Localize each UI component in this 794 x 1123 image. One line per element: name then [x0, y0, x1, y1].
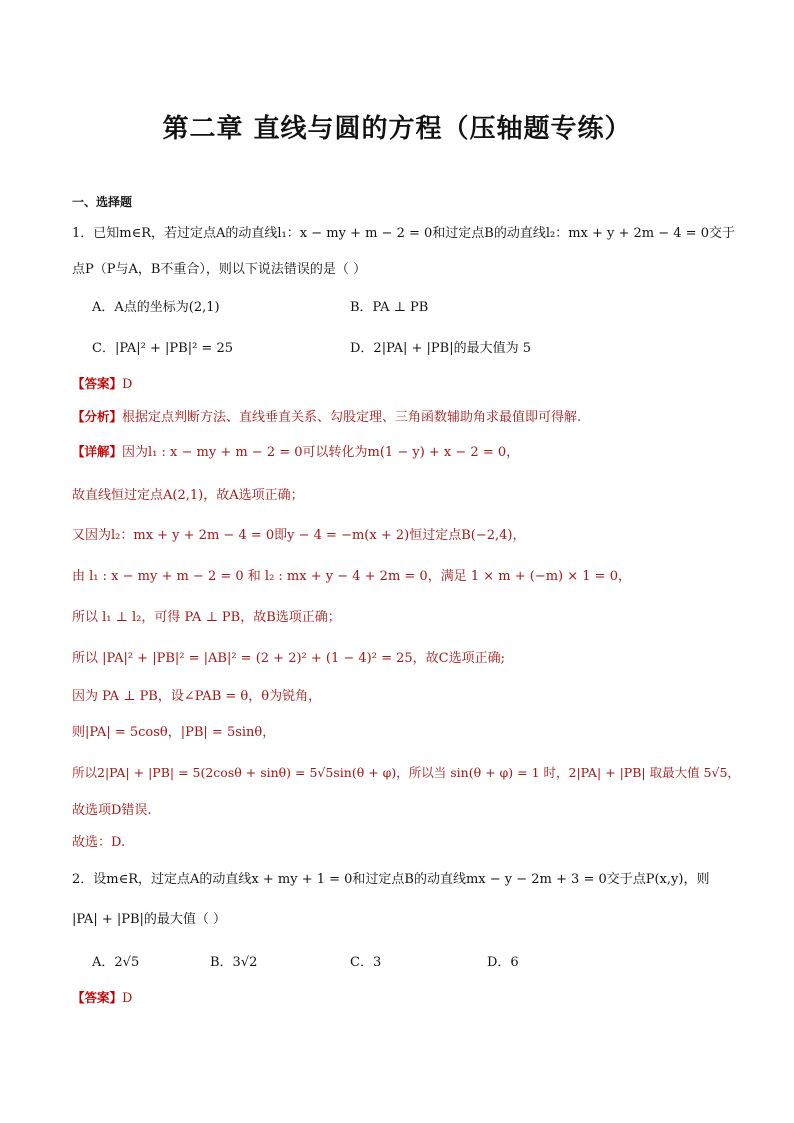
- q1-detail-line-2: 又因为l₂：mx + y + 2m − 4 = 0即y − 4 = −m(x + 2)恒过定点B(−2,4)，: [72, 528, 526, 543]
- answer-value: D: [122, 991, 133, 1006]
- q2-answer: [72, 988, 132, 1006]
- q1-option-a: A．A点的坐标为(2,1): [92, 300, 220, 315]
- q2-stem-line1: 2．设m∈R，过定点A的动直线x + my + 1 = 0和过定点B的动直线mx − y − 2m + 3 = 0交于点P(x,y)，则: [72, 872, 710, 887]
- q1-answer: [72, 374, 132, 392]
- q1-option-d: D．2|PA| + |PB|的最大值为 5: [350, 341, 532, 356]
- detail-tag: 【详解】: [72, 444, 123, 459]
- q1-option-c: C．|PA|² + |PB|² = 25: [92, 341, 233, 356]
- q1-detail-line-5: 所以 |PA|² + |PB|² = |AB|² = (2 + 2)² + (1 − 4)² = 25，故C选项正确;: [72, 651, 505, 666]
- q1-detail-line-9: 故选项D错误.: [72, 803, 152, 818]
- q1-detail-line-3: 由 l₁ : x − my + m − 2 = 0 和 l₂ : mx + y − 4 + 2m = 0，满足 1 × m + (−m) × 1 = 0，: [72, 569, 631, 584]
- q1-detail-line-6: 因为 PA ⊥ PB，设∠PAB = θ，θ为锐角，: [72, 689, 322, 704]
- q2-option-d: D．6: [487, 955, 519, 970]
- q1-detail-line-4: 所以 l₁ ⊥ l₂，可得 PA ⊥ PB，故B选项正确；: [72, 610, 341, 625]
- q1-detail-line-8: 所以2|PA| + |PB| = 5(2cosθ + sinθ) = 5√5sin(θ + φ)，所以当 sin(θ + φ) = 1 时，2|PA| + |PB| 取最大值 5√5，: [72, 765, 740, 780]
- answer-tag: 【答案】: [72, 990, 123, 1005]
- q2-option-a: A．2√5: [92, 955, 140, 970]
- q2-stem-line2: |PA| + |PB|的最大值（ ）: [72, 912, 227, 927]
- section-heading: 一、选择题: [72, 195, 133, 209]
- q1-detail-line-1: 故直线恒过定点A(2,1)，故A选项正确；: [72, 488, 304, 503]
- q1-analysis: [72, 406, 581, 425]
- detail-text: 因为l₁ : x − my + m − 2 = 0可以转化为m(1 − y) + x − 2 = 0，: [122, 445, 520, 460]
- q1-choice: 故选：D.: [72, 835, 126, 850]
- page-title: 第二章 直线与圆的方程（压轴题专练）: [162, 114, 632, 144]
- q1-option-b: B．PA ⊥ PB: [350, 300, 429, 315]
- q2-option-c: C．3: [350, 955, 382, 970]
- q1-detail-line-0: [72, 441, 519, 460]
- analysis-text: 根据定点判断方法、直线垂直关系、勾股定理、三角函数辅助角求最值即可得解.: [122, 410, 582, 425]
- answer-value: D: [122, 377, 133, 392]
- analysis-tag: 【分析】: [72, 409, 123, 424]
- q1-stem-line2: 点P（P与A，B不重合），则以下说法错误的是（ ）: [72, 262, 367, 277]
- q2-option-b: B．3√2: [210, 955, 258, 970]
- answer-tag: 【答案】: [72, 376, 123, 391]
- q1-detail-line-7: 则|PA| = 5cosθ，|PB| = 5sinθ，: [72, 725, 276, 740]
- q1-stem-line1: 1．已知m∈R，若过定点A的动直线l₁：x − my + m − 2 = 0和过定点B的动直线l₂：mx + y + 2m − 4 = 0交于: [72, 226, 735, 241]
